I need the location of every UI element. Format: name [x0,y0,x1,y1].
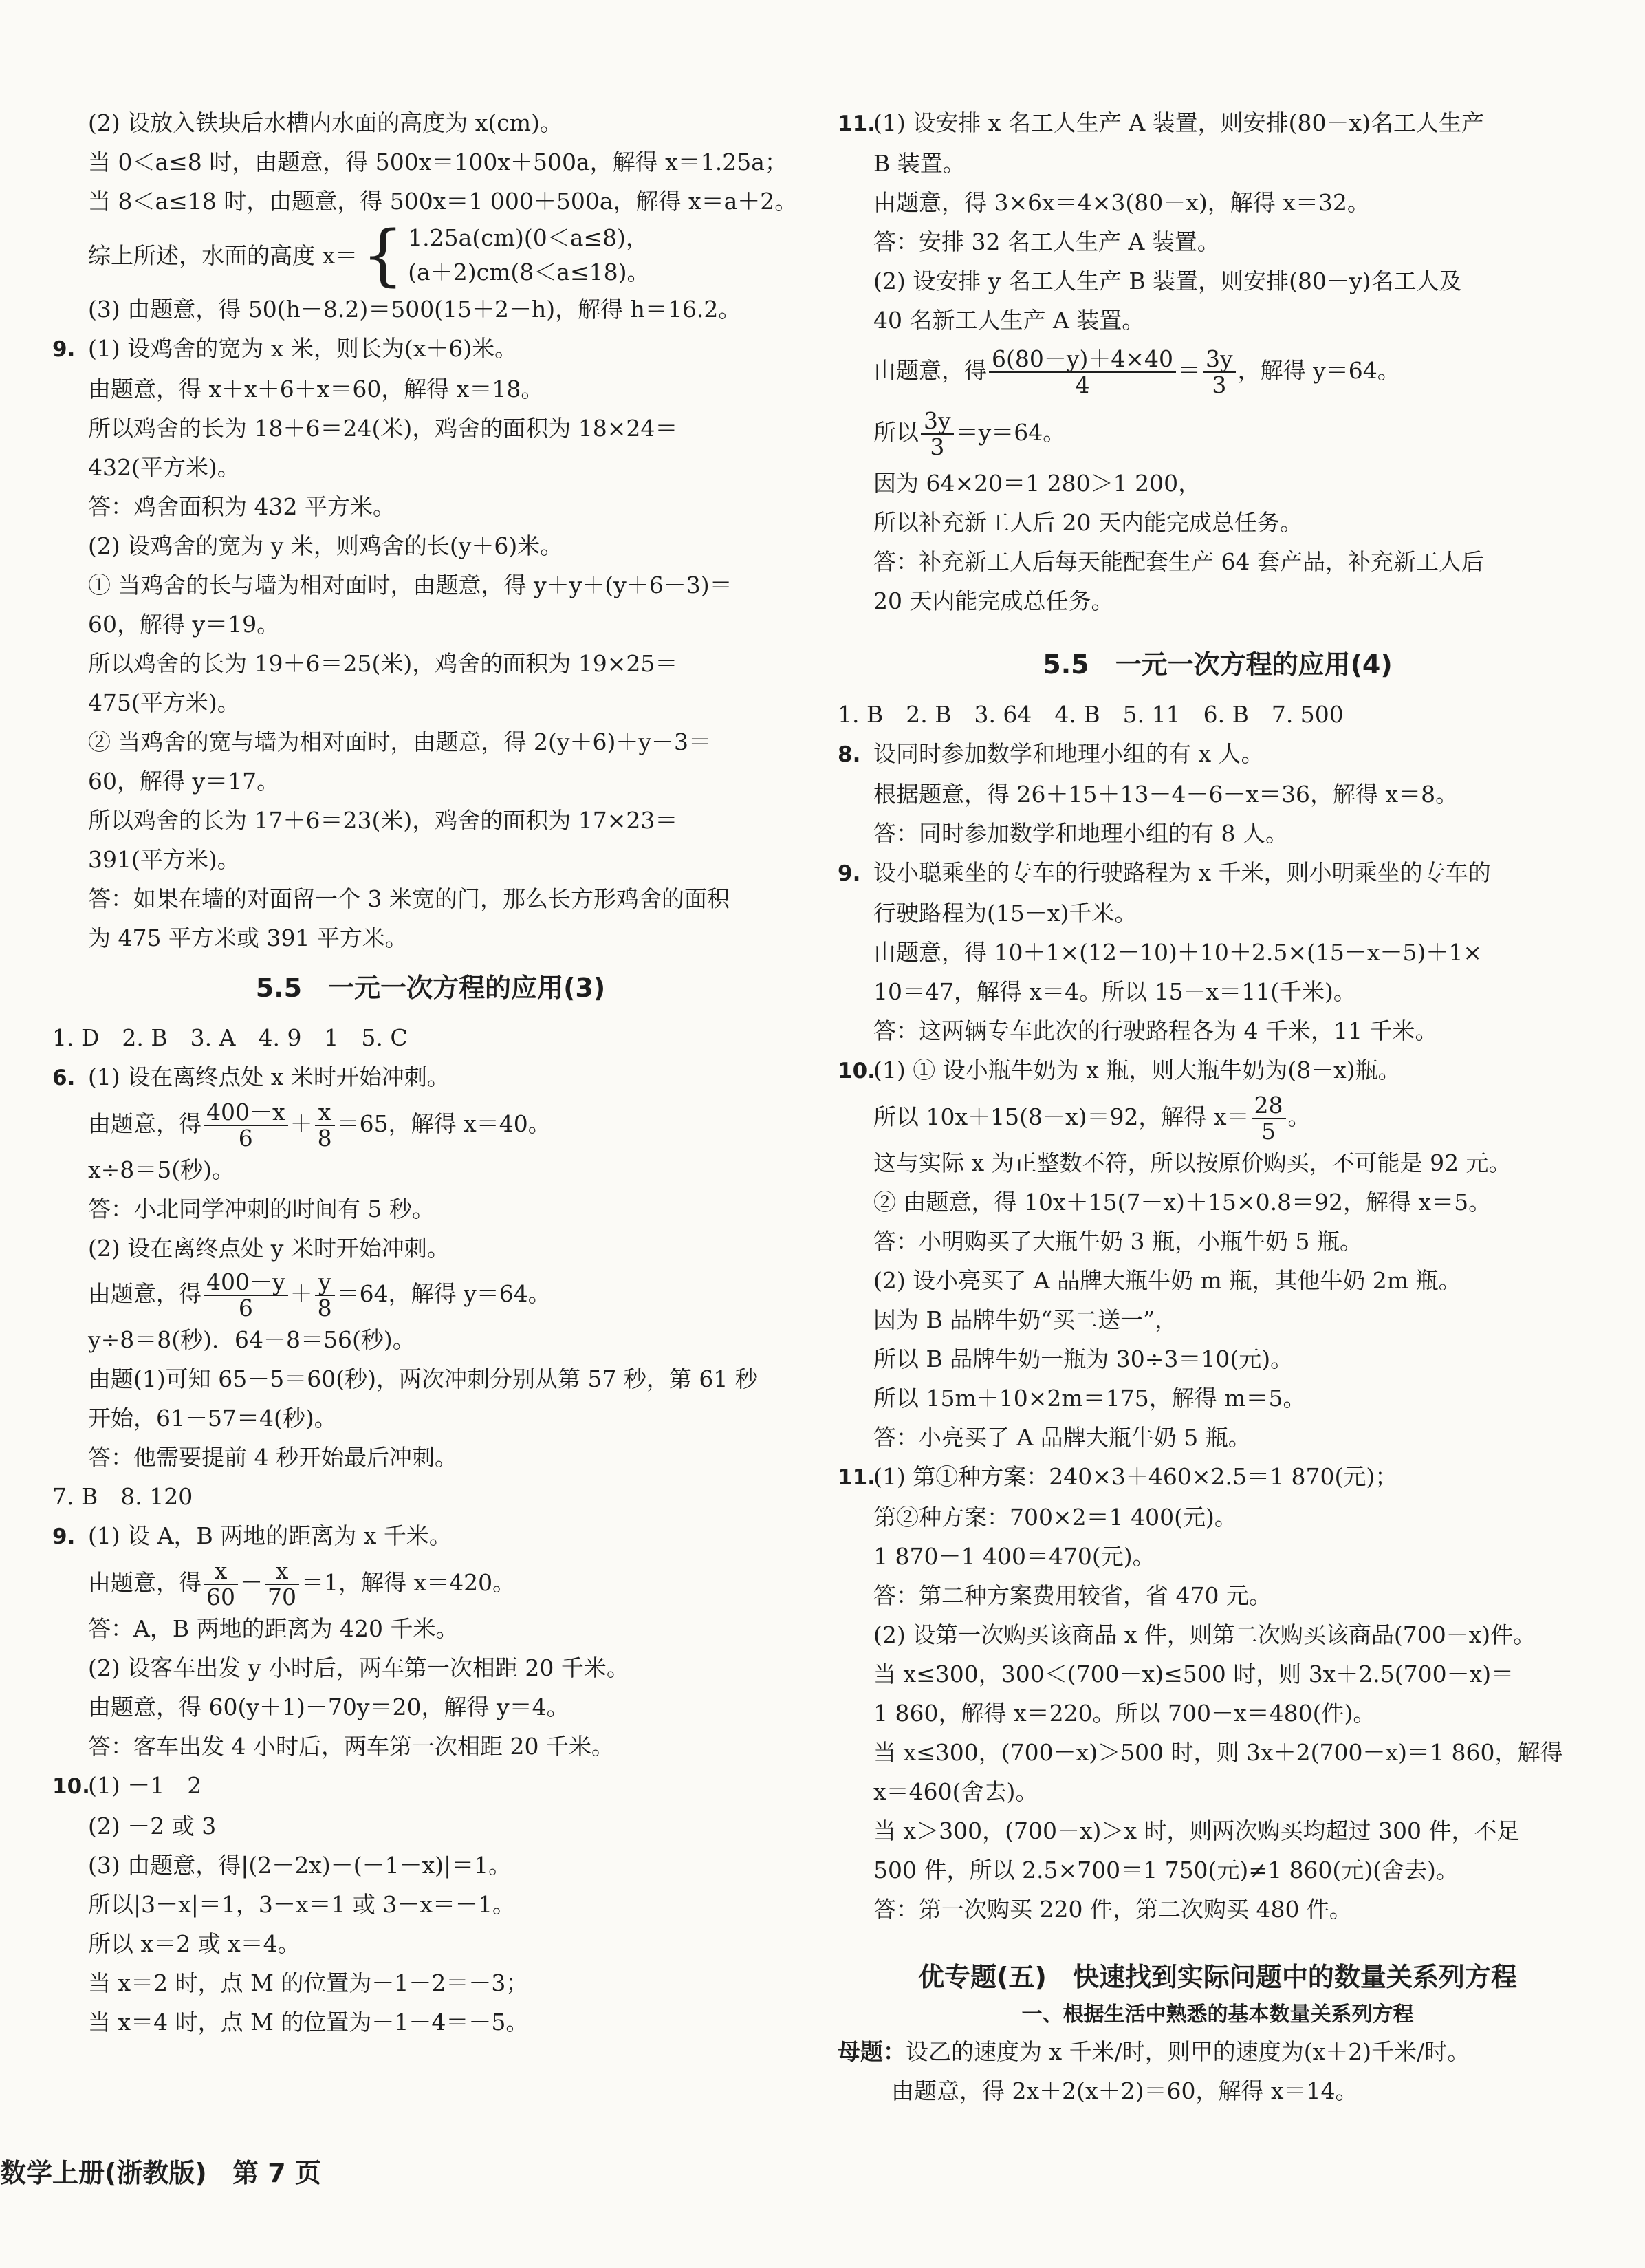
page-number: 第 7 页 [232,2158,321,2188]
equation-suffix: ＝64，解得 y＝64。 [336,1280,551,1307]
question-number: 9. [838,861,861,886]
fraction [989,347,1176,398]
q8-part2-block [52,103,809,329]
fraction [315,1270,335,1321]
question-9b [52,1516,809,1766]
text-line: 开始，61－57＝4(秒)。 [88,1405,337,1432]
text-line: 答：补充新工人后每天能配套生产 64 套产品，补充新工人后 [873,548,1484,575]
fraction [204,1100,288,1151]
text-line: x＝460(舍去)。 [873,1778,1038,1805]
left-brace-icon: { [362,217,404,294]
special-topic-subtitle: 一、根据生活中熟悉的基本数量关系列方程 [1021,2002,1414,2027]
equation-line [873,402,1598,464]
short-answers: 7. B 8. 120 [52,1483,193,1510]
text-line: 第②种方案：700×2＝1 400(元)。 [873,1504,1237,1531]
text-line: 所以鸡舍的长为 18＋6＝24(米)，鸡舍的面积为 18×24＝ [88,415,678,442]
text-line: ② 当鸡舍的宽与墙为相对面时，由题意，得 2(y＋6)＋y－3＝ [88,728,712,755]
mother-question [838,2032,1598,2071]
text-line: 答：安排 32 名工人生产 A 装置。 [873,228,1220,255]
text-line: 所以补充新工人后 20 天内能完成总任务。 [873,509,1303,536]
operator: ＋ [290,1280,313,1307]
right-column [838,103,1598,2110]
text-line: 这与实际 x 为正整数不符，所以按原价购买，不可能是 92 元。 [873,1149,1512,1176]
question-10 [838,1050,1598,1457]
operator: ＋ [290,1110,313,1137]
denominator: 5 [1261,1118,1276,1145]
special-topic-title: 优专题(五) 快速找到实际问题中的数量关系列方程 [918,1962,1517,1992]
section-title: 5.5 一元一次方程的应用(4) [1043,649,1393,680]
equation-line [88,1268,809,1320]
text-line: (1) 设鸡舍的宽为 x 米，则长为(x＋6)米。 [88,335,518,362]
text-line: (2) 设小亮买了 A 品牌大瓶牛奶 m 瓶，其他牛奶 2m 瓶。 [873,1267,1461,1294]
numerator: 400－x [204,1100,288,1126]
text-line: 当 x≤300，300＜(700－x)≤500 时，则 3x＋2.5(700－x)＝ [873,1661,1514,1687]
equation-suffix: ＝65，解得 x＝40。 [336,1110,551,1137]
text-line: 答：如果在墙的对面留一个 3 米宽的门，那么长方形鸡舍的面积 [88,885,730,912]
question-6 [52,1057,809,1477]
text-line: 设同时参加数学和地理小组的有 x 人。 [873,740,1264,767]
equation-prefix: 由题意，得 [88,1569,201,1596]
text-line: (2) 设放入铁块后水槽内水面的高度为 x(cm)。 [88,109,563,136]
equation-suffix: ＝y＝64。 [955,419,1066,446]
text-line: 由题意，得 60(y＋1)－70y＝20，解得 y＝4。 [88,1694,569,1720]
equation-line [873,1091,1598,1143]
operator: ＝ [1178,357,1201,384]
question-9 [838,853,1598,1050]
text-line: 设小聪乘坐的专车的行驶路程为 x 千米，则小明乘坐的专车的 [873,859,1491,886]
text-line: 391(平方米)。 [88,846,240,873]
text-line: (1) 设安排 x 名工人生产 A 装置，则安排(80－x)名工人生产 [873,109,1484,136]
equation-suffix: ，解得 y＝64。 [1237,357,1400,384]
question-number: 11. [838,111,875,136]
text-line: 500 件，所以 2.5×700＝1 750(元)≠1 860(元)(舍去)。 [873,1857,1459,1883]
cases-prefix: 综上所述，水面的高度 x＝ [88,241,358,269]
text-line: (1) －1 2 [88,1772,202,1799]
text-line: x÷8＝5(秒)。 [88,1156,235,1183]
denominator: 6 [238,1125,253,1152]
left-column [52,103,809,2042]
question-8 [838,734,1598,853]
section-title: 5.5 一元一次方程的应用(3) [255,973,606,1003]
fraction [315,1100,335,1151]
text-line: 当 x＞300，(700－x)＞x 时，则两次购买均超过 300 件，不足 [873,1817,1520,1844]
text-line: 由题意，得 2x＋2(x＋2)＝60，解得 x＝14。 [891,2077,1358,2104]
text-line: 475(平方米)。 [88,689,240,716]
text-line: 答：A，B 两地的距离为 420 千米。 [88,1615,459,1642]
text-line: (1) 设在离终点处 x 米时开始冲刺。 [88,1063,450,1090]
text-line: 当 x≤300，(700－x)＞500 时，则 3x＋2(700－x)＝1 860，解得 [873,1739,1563,1766]
book-title: 数学上册(浙教版) [0,2158,207,2188]
text-line: (1) ① 设小瓶牛奶为 x 瓶，则大瓶牛奶为(8－x)瓶。 [873,1057,1401,1083]
text-line: 因为 B 品牌牛奶“买二送一”， [873,1306,1177,1333]
question-number: 9. [52,1524,76,1549]
numerator: 6(80－y)＋4×40 [989,347,1176,373]
denominator: 70 [268,1584,296,1610]
short-answers: 1. B 2. B 3. 64 4. B 5. 11 6. B 7. 500 [838,701,1344,728]
numerator: x [204,1559,238,1585]
text-line: 所以鸡舍的长为 17＋6＝23(米)，鸡舍的面积为 17×23＝ [88,807,678,834]
equation-line [873,340,1598,402]
denominator: 8 [317,1295,332,1321]
text-line: 60，解得 y＝17。 [88,768,280,795]
cases-list [408,221,649,290]
question-number: 11. [838,1465,875,1490]
text-line: (2) 设客车出发 y 小时后，两车第一次相距 20 千米。 [88,1654,629,1681]
denominator: 60 [206,1584,235,1610]
text-line: 答：他需要提前 4 秒开始最后冲刺。 [88,1444,457,1471]
text-line: (1) 第①种方案：240×3＋460×2.5＝1 870(元)； [873,1463,1398,1490]
text-line: 由题意，得 10＋1×(12－10)＋10＋2.5×(15－x－5)＋1× [873,939,1482,966]
text-line: 答：第二种方案费用较省，省 470 元。 [873,1582,1272,1609]
question-10 [52,1766,809,2042]
text-line: 由题意，得 3×6x＝4×3(80－x)，解得 x＝32。 [873,189,1370,216]
text-line: 60，解得 y＝19。 [88,611,280,638]
text-line: 答：小北同学冲刺的时间有 5 秒。 [88,1196,435,1222]
text-line: 由题意，得 x＋x＋6＋x＝60，解得 x＝18。 [88,376,544,402]
short-answers: 1. D 2. B 3. A 4. 9 1 5. C [52,1024,408,1051]
fraction [1203,347,1236,398]
question-number: 10. [52,1774,90,1799]
text-line: ① 当鸡舍的长与墙为相对面时，由题意，得 y＋y＋(y＋6－3)＝ [88,572,732,598]
text-line: 当 x＝4 时，点 M 的位置为－1－4＝－5。 [88,2009,529,2035]
equation-line [88,1557,809,1609]
text-line: (2) 设安排 y 名工人生产 B 装置，则安排(80－y)名工人及 [873,268,1462,294]
text-line: 10＝47，解得 x＝4。所以 15－x＝11(千米)。 [873,978,1356,1005]
numerator: 400－y [204,1270,288,1296]
equation-prefix: 所以 [873,419,919,446]
text-line: 当 x＝2 时，点 M 的位置为－1－2＝－3； [88,1969,529,1996]
text-line: 答：鸡舍面积为 432 平方米。 [88,493,395,520]
question-number: 10. [838,1059,875,1083]
text-line: (2) 设在离终点处 y 米时开始冲刺。 [88,1235,450,1262]
text-line: (3) 由题意，得|(2－2x)－(－1－x)|＝1。 [88,1852,512,1879]
text-line: 因为 64×20＝1 280＞1 200， [873,470,1201,497]
question-number: 9. [52,337,76,362]
denominator: 3 [930,433,945,460]
text-line: y÷8＝8(秒)．64－8＝56(秒)。 [88,1326,415,1353]
text-line: 答：第一次购买 220 件，第二次购买 480 件。 [873,1896,1352,1923]
text-line: 当 8＜a≤18 时，由题意，得 500x＝1 000＋500a，解得 x＝a＋2。 [88,188,798,215]
text-line: 所以鸡舍的长为 19＋6＝25(米)，鸡舍的面积为 19×25＝ [88,650,678,677]
text-line: 设乙的速度为 x 千米/时，则甲的速度为(x＋2)千米/时。 [906,2038,1470,2065]
fraction [204,1270,288,1321]
question-number: 8. [838,742,861,767]
text-line: 答：小亮买了 A 品牌大瓶牛奶 5 瓶。 [873,1424,1251,1451]
text-line: (3) 由题意，得 50(h－8.2)＝500(15＋2－h)，解得 h＝16.2。 [88,296,741,323]
text-line: B 装置。 [873,150,966,177]
text-line: ② 由题意，得 10x＋15(7－x)＋15×0.8＝92，解得 x＝5。 [873,1189,1492,1216]
case-line: 1.25a(cm)(0＜a≤8)， [408,224,649,251]
text-line: 20 天内能完成总任务。 [873,587,1114,614]
case-line: (a＋2)cm(8＜a≤18)。 [408,259,650,285]
question-9 [52,329,809,958]
numerator: x [265,1559,299,1585]
text-line: 行驶路程为(15－x)千米。 [873,900,1137,927]
denominator: 3 [1212,371,1227,398]
fraction [921,409,954,460]
equation-line [88,1098,809,1150]
numerator: y [315,1270,335,1296]
question-11 [838,103,1598,620]
text-line: 答：客车出发 4 小时后，两车第一次相距 20 千米。 [88,1733,614,1760]
equation-prefix: 所以 10x＋15(8－x)＝92，解得 x＝ [873,1103,1250,1130]
text-line: 40 名新工人生产 A 装置。 [873,307,1145,334]
fraction [204,1559,238,1610]
text-line: 为 475 平方米或 391 平方米。 [88,925,408,951]
equation-prefix: 由题意，得 [88,1110,201,1137]
numerator: 3y [1203,347,1236,373]
operator: － [240,1569,263,1596]
text-line: 根据题意，得 26＋15＋13－4－6－x＝36，解得 x＝8。 [873,781,1459,808]
equation-prefix: 由题意，得 [88,1280,201,1307]
text-line: 答：小明购买了大瓶牛奶 3 瓶，小瓶牛奶 5 瓶。 [873,1228,1362,1255]
text-line: 1 870－1 400＝470(元)。 [873,1543,1155,1570]
text-line: 所以 B 品牌牛奶一瓶为 30÷3＝10(元)。 [873,1346,1294,1372]
text-line: 当 0＜a≤8 时，由题意，得 500x＝100x＋500a，解得 x＝1.25a； [88,149,787,175]
text-line: (1) 设 A，B 两地的距离为 x 千米。 [88,1522,452,1549]
numerator: 28 [1252,1093,1286,1119]
equation-suffix: 。 [1287,1103,1311,1130]
denominator: 8 [317,1125,332,1152]
equation-suffix: ＝1，解得 x＝420。 [301,1569,516,1596]
fraction [1252,1093,1286,1144]
text-line: (2) －2 或 3 [88,1813,217,1839]
text-line: 答：同时参加数学和地理小组的有 8 人。 [873,820,1288,847]
question-number: 6. [52,1066,76,1090]
text-line: 答：这两辆专车此次的行驶路程各为 4 千米，11 千米。 [873,1017,1438,1044]
mother-label: 母题： [838,2038,906,2065]
page-footer [0,2152,338,2190]
fraction [265,1559,299,1610]
equation-prefix: 由题意，得 [873,357,987,384]
numerator: x [315,1100,335,1126]
text-line: (2) 设鸡舍的宽为 y 米，则鸡舍的长(y＋6)米。 [88,532,563,559]
piecewise-result [88,217,809,294]
text-line: 由题(1)可知 65－5＝60(秒)，两次冲刺分别从第 57 秒，第 61 秒 [88,1365,758,1392]
text-line: (2) 设第一次购买该商品 x 件，则第二次购买该商品(700－x)件。 [873,1621,1536,1648]
question-11b [838,1457,1598,1929]
text-line: 所以 x＝2 或 x＝4。 [88,1930,301,1957]
numerator: 3y [921,409,954,435]
denominator: 6 [238,1295,253,1321]
text-line: 所以|3－x|＝1，3－x＝1 或 3－x＝－1。 [88,1891,516,1918]
text-line: 所以 15m＋10×2m＝175，解得 m＝5。 [873,1385,1306,1412]
text-line: 432(平方米)。 [88,454,240,481]
denominator: 4 [1075,371,1090,398]
text-line: 1 860，解得 x＝220。所以 700－x＝480(件)。 [873,1700,1376,1727]
